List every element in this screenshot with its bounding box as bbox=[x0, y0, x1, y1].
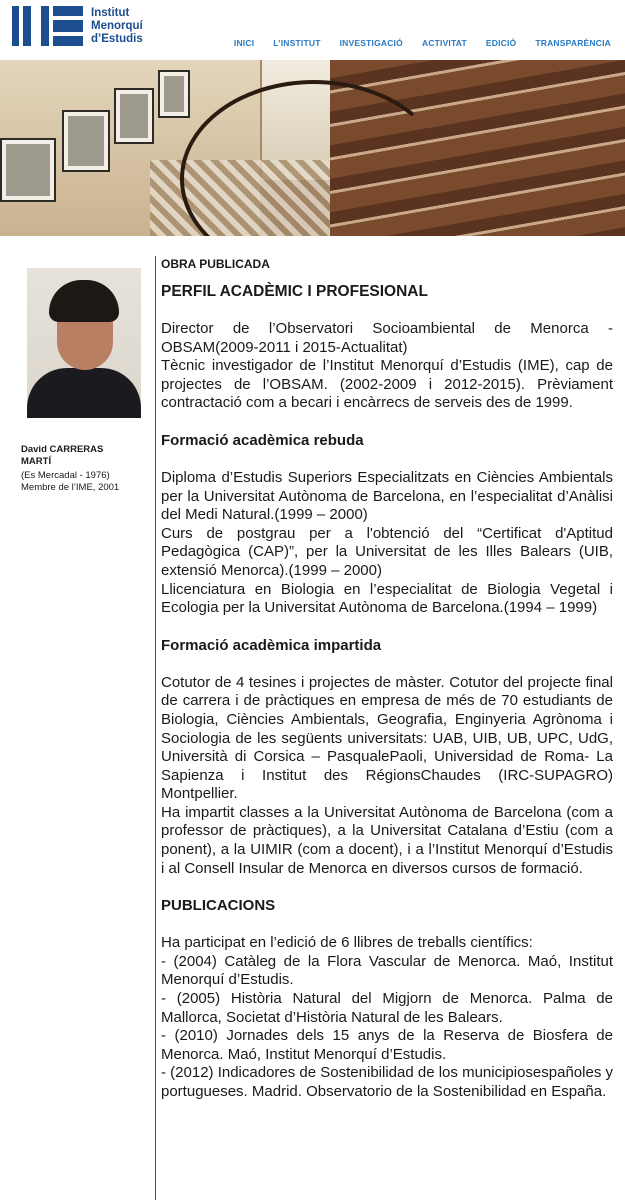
publications-item: - (2012) Indicadores de Sostenibilidad de los municipiosespañoles y portugueses. Madrid. Observatorio de la Sostenibilidad en España. bbox=[161, 1064, 613, 1100]
publications-item: - (2004) Catàleg de la Flora Vascular de Menorca. Maó, Institut Menorquí d’Estudis. bbox=[161, 952, 613, 989]
profile-photo bbox=[27, 268, 141, 418]
column-divider bbox=[155, 256, 156, 1200]
training-heading: Formació acadèmica rebuda bbox=[161, 431, 364, 449]
nav-item-investigacio[interactable]: INVESTIGACIÓ bbox=[339, 38, 403, 48]
profile-paragraph: Tècnic investigador de l’Institut Menorquí d’Estudis (IME), cap de projectes de l’OBSAM. (2002-2009 i 2012-2015). Prèviament contractació com a becari i encàrrecs de serveis des de 1999. bbox=[161, 357, 613, 412]
main-content bbox=[161, 257, 613, 1102]
nav-item-activitat[interactable]: ACTIVITAT bbox=[421, 38, 467, 48]
nav-item-institut[interactable]: L’INSTITUT bbox=[273, 38, 321, 48]
teaching-paragraph: Cotutor de 4 tesines i projectes de màster. Cotutor del projecte final de carrera i de pràctiques en empresa de més de 70 estudiants de Biologia, Ciències Ambientals, Geografia, Enginyeria Agrònoma i Sociologia de les següents universitats: UAB, UIB, UB, UPC, UdG, Università di Corsica – PasqualePaoli, Universidad de Roma- La Sapienza i Institut des RégionsChaudes (IRC-SUPAGRO) Montpellier. bbox=[161, 673, 613, 803]
training-paragraph: Curs de postgrau per a l'obtenció del “Certificat d'Aptitud Pedagògica (CAP)”, per la Universitat de les Illes Balears (UIB, extensió Menorca).(1999 – 2000) bbox=[161, 524, 613, 579]
logo-line: d’Estudis bbox=[91, 32, 143, 45]
teaching-paragraph: Ha impartit classes a la Universitat Autònoma de Barcelona (com a professor de pràctiques), a la Universitat Catalana d’Estiu (com a ponent), a la UIMIR (com a docent), i a l’Institut Menorquí d’Estudis i al Consell Insular de Menorca en diversos cursos de formació. bbox=[161, 803, 613, 877]
site-header bbox=[0, 0, 625, 60]
publications-item: - (2005) Història Natural del Migjorn de Menorca. Palma de Mallorca, Societat d’Història Natural de les Balears. bbox=[161, 990, 613, 1026]
logo-text bbox=[91, 7, 143, 46]
section-tag: OBRA PUBLICADA bbox=[161, 257, 270, 271]
teaching-heading: Formació acadèmica impartida bbox=[161, 636, 382, 654]
training-paragraph: Llicenciatura en Biologia en l’especialitat de Biologia Vegetal i Ecologia per la Universitat Autònoma de Barcelona.(1994 – 1999) bbox=[161, 580, 613, 617]
nav-item-edicio[interactable]: EDICIÓ bbox=[485, 38, 517, 48]
person-name: David CARRERAS MARTÍ bbox=[21, 444, 104, 467]
header-banner-image bbox=[0, 60, 625, 236]
nav-item-transparencia[interactable]: TRANSPARÈNCIA bbox=[535, 38, 611, 48]
person-origin: (Es Mercadal - 1976) bbox=[21, 470, 110, 481]
profile-heading: PERFIL ACADÈMIC I PROFESIONAL bbox=[161, 283, 428, 300]
publications-paragraph: Ha participat en l’edició de 6 llibres de treballs científics: bbox=[161, 934, 533, 952]
logo-line: Institut bbox=[91, 6, 130, 19]
logo-line: Menorquí bbox=[91, 19, 143, 32]
training-paragraph: Diploma d’Estudis Superiors Especialitzats en Ciències Ambientals per la Universitat Autònoma de Barcelona, en l’especialitat d’Anàlisi del Medi Natural.(1999 – 2000) bbox=[161, 468, 613, 524]
nav-item-inici[interactable]: INICI bbox=[233, 38, 255, 48]
main-nav bbox=[234, 38, 611, 48]
publications-heading: PUBLICACIONS bbox=[161, 897, 276, 915]
person-info bbox=[21, 470, 141, 494]
profile-paragraph: Director de l’Observatori Socioambiental de Menorca - OBSAM(2009-2011 i 2015-Actualitat) bbox=[161, 320, 613, 356]
person-membership: Membre de l’IME, 2001 bbox=[21, 482, 120, 493]
ime-logo-icon bbox=[12, 6, 83, 46]
publications-item: - (2010) Jornades dels 15 anys de la Reserva de Biosfera de Menorca. Maó, Institut Menorquí d’Estudis. bbox=[161, 1027, 613, 1063]
site-logo[interactable] bbox=[12, 6, 143, 46]
